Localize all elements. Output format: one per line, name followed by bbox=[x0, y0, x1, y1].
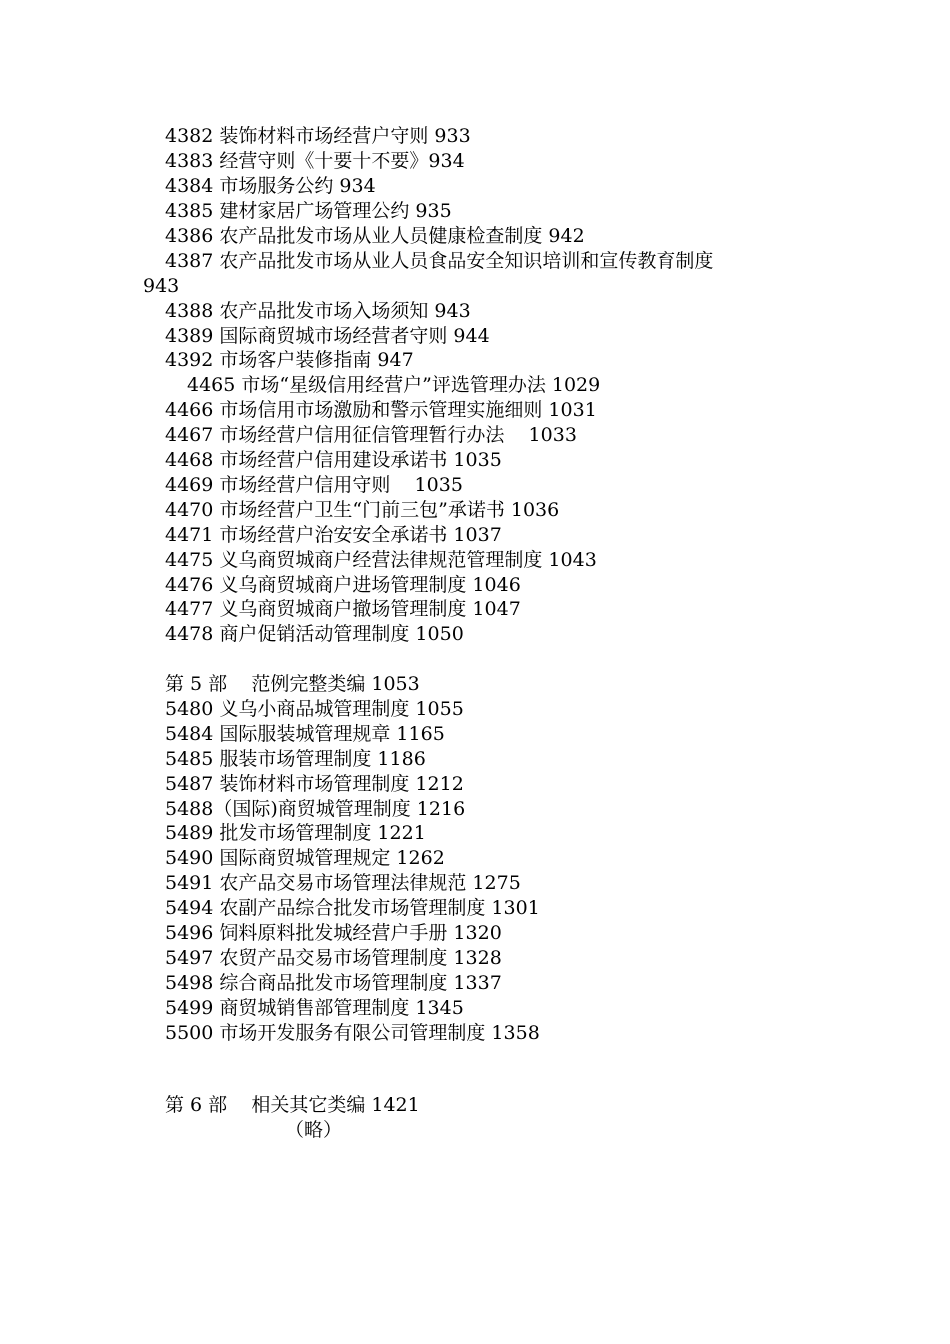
toc-entry-4468: 4468 市场经营户信用建设承诺书 1035 bbox=[165, 449, 502, 471]
toc-entry-5496: 5496 饲料原料批发城经营户手册 1320 bbox=[165, 922, 502, 944]
toc-entry-4387: 4387 农产品批发市场从业人员食品安全知识培训和宣传教育制度 bbox=[165, 250, 714, 272]
toc-entry-4392: 4392 市场客户装修指南 947 bbox=[165, 349, 414, 371]
toc-entry-4470: 4470 市场经营户卫生“门前三包”承诺书 1036 bbox=[165, 499, 560, 521]
toc-entry-4388: 4388 农产品批发市场入场须知 943 bbox=[165, 300, 471, 322]
toc-entry-4386: 4386 农产品批发市场从业人员健康检查制度 942 bbox=[165, 225, 585, 247]
toc-entry-4469: 4469 市场经营户信用守则 1035 bbox=[165, 474, 463, 496]
toc-entry-4384: 4384 市场服务公约 934 bbox=[165, 175, 376, 197]
toc-entry-4475: 4475 义乌商贸城商户经营法律规范管理制度 1043 bbox=[165, 549, 597, 571]
part6-heading: 第 6 部 相关其它类编 1421 bbox=[165, 1094, 420, 1116]
toc-entry-5499: 5499 商贸城销售部管理制度 1345 bbox=[165, 997, 464, 1019]
toc-entry-5484: 5484 国际服装城管理规章 1165 bbox=[165, 723, 445, 745]
toc-entry-4465: 4465 市场“星级信用经营户”评选管理办法 1029 bbox=[187, 374, 601, 396]
toc-entry-5489: 5489 批发市场管理制度 1221 bbox=[165, 822, 426, 844]
toc-entry-5485: 5485 服装市场管理制度 1186 bbox=[165, 748, 426, 770]
toc-entry-5480: 5480 义乌小商品城管理制度 1055 bbox=[165, 698, 464, 720]
toc-entry-5488: 5488（国际)商贸城管理制度 1216 bbox=[165, 798, 466, 820]
toc-entry-4387-page: 943 bbox=[143, 275, 180, 297]
toc-entry-4471: 4471 市场经营户治安安全承诺书 1037 bbox=[165, 524, 502, 546]
toc-entry-5491: 5491 农产品交易市场管理法律规范 1275 bbox=[165, 872, 521, 894]
toc-entry-5498: 5498 综合商品批发市场管理制度 1337 bbox=[165, 972, 502, 994]
toc-entry-5487: 5487 装饰材料市场管理制度 1212 bbox=[165, 773, 464, 795]
toc-entry-5497: 5497 农贸产品交易市场管理制度 1328 bbox=[165, 947, 502, 969]
toc-entry-4477: 4477 义乌商贸城商户撤场管理制度 1047 bbox=[165, 598, 521, 620]
toc-entry-4478: 4478 商户促销活动管理制度 1050 bbox=[165, 623, 464, 645]
toc-entry-4385: 4385 建材家居广场管理公约 935 bbox=[165, 200, 452, 222]
toc-entry-5500: 5500 市场开发服务有限公司管理制度 1358 bbox=[165, 1022, 540, 1044]
toc-entry-4476: 4476 义乌商贸城商户进场管理制度 1046 bbox=[165, 574, 521, 596]
toc-entry-4467: 4467 市场经营户信用征信管理暂行办法 1033 bbox=[165, 424, 577, 446]
toc-entry-4383: 4383 经营守则《十要十不要》934 bbox=[165, 150, 465, 172]
toc-entry-4389: 4389 国际商贸城市场经营者守则 944 bbox=[165, 325, 490, 347]
toc-entry-5490: 5490 国际商贸城管理规定 1262 bbox=[165, 847, 445, 869]
part5-heading: 第 5 部 范例完整类编 1053 bbox=[165, 673, 420, 695]
toc-entry-4382: 4382 装饰材料市场经营户守则 933 bbox=[165, 125, 471, 147]
toc-entry-5494: 5494 农副产品综合批发市场管理制度 1301 bbox=[165, 897, 540, 919]
toc-entry-4466: 4466 市场信用市场激励和警示管理实施细则 1031 bbox=[165, 399, 597, 421]
part6-omitted-note: （略） bbox=[285, 1119, 343, 1141]
